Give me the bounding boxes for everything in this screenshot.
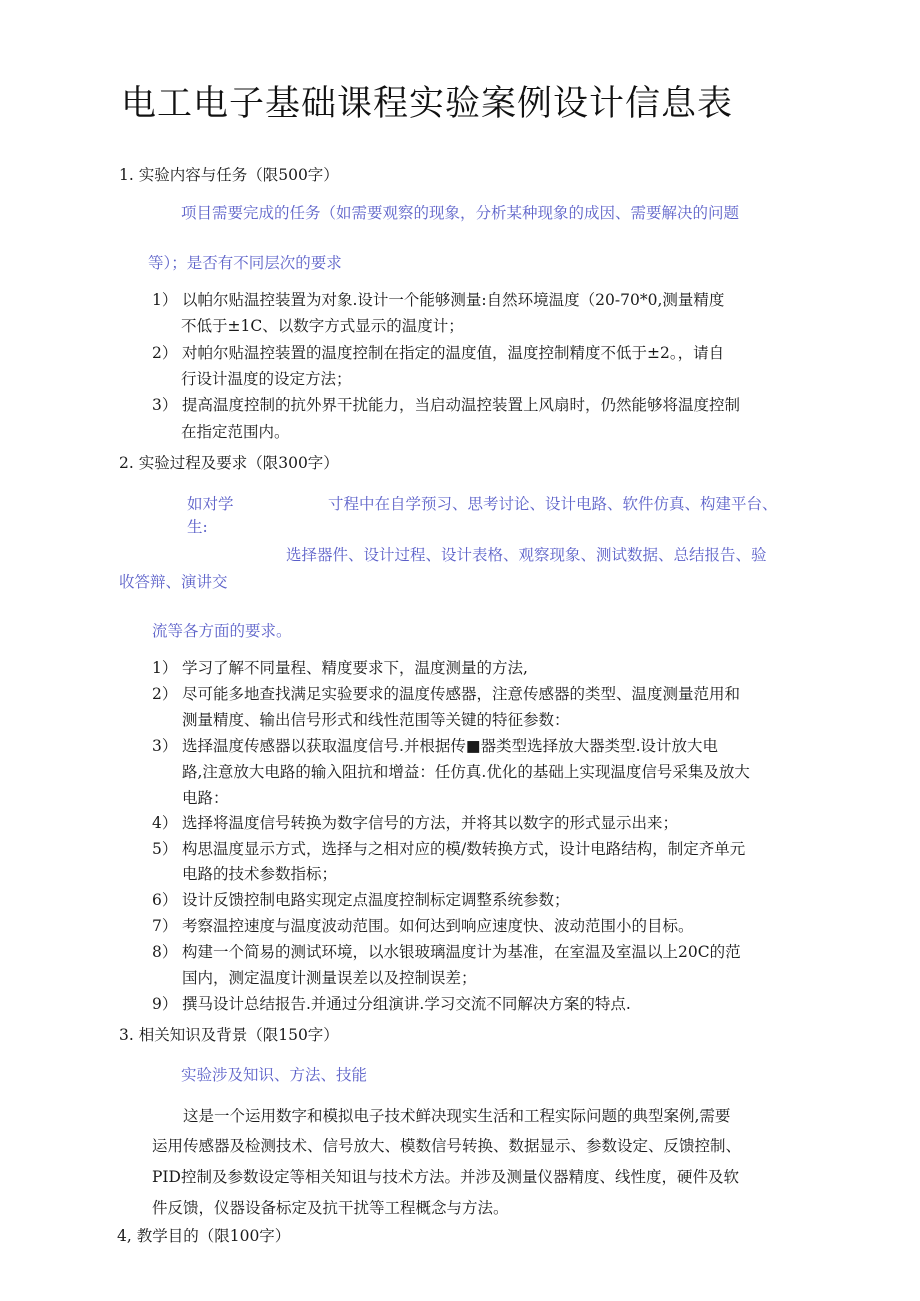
section3-para-line2: 运用传感器及检测技术、信号放大、模数信号转换、数据显示、参数设定、反馈控制、 (152, 1137, 742, 1155)
section2-hint-c: 选择器件、设计过程、设计表格、观察现象、测试数据、总结报告、验 (286, 546, 767, 564)
section2-item-8 (152, 940, 741, 962)
item-text: 构思温度显示方式，选择与之相对应的模/数转换方式，设计电路结构，制定齐单元 (182, 840, 746, 858)
item-number: 2） (152, 685, 178, 703)
section2-hint-b: 寸程中在自学预习、思考讨论、设计电路、软件仿真、构建平台、 (328, 495, 778, 513)
item-text: 选择将温度信号转换为数字信号的方法，并将其以数字的形式显示出来； (182, 814, 679, 832)
section4-heading: 4, 教学目的（限100字） (117, 1227, 291, 1245)
section2-hint-a2: 生: (187, 518, 208, 536)
section3-para-line1: 这是一个运用数字和模拟电子技术鲜决现实生活和工程实际问题的典型案例,需要 (183, 1107, 731, 1125)
section1-item-1 (152, 288, 724, 310)
item-text: 尽可能多地查找满足实验要求的温度传感器，注意传感器的类型、温度测量范用和 (182, 685, 741, 703)
item-text: 构建一个简易的测试环境，以水银玻璃温度计为基准，在室温及室温以上20C的范 (182, 943, 741, 961)
section2-item-3 (152, 734, 718, 756)
section2-item-3-cont2: 电路： (182, 789, 229, 807)
section2-item-5 (152, 837, 745, 859)
section3-hint: 实验涉及知识、方法、技能 (181, 1066, 368, 1084)
section2-item-2-cont: 测量精度、输出信号形式和线性范围等关键的特征参数： (182, 711, 570, 729)
section2-item-2 (152, 682, 740, 704)
item-number: 1） (152, 291, 178, 309)
section1-item-2-cont: 行设计温度的设定方法； (181, 370, 352, 388)
section2-heading: 2. 实验过程及要求（限300字） (119, 454, 339, 472)
page-title: 电工电子基础课程实验案例设计信息表 (121, 84, 734, 124)
section2-item-5-cont: 电路的技术参数指标； (182, 865, 338, 883)
item-number: 4） (152, 814, 178, 832)
section2-item-1 (152, 656, 528, 678)
section2-item-8-cont: 国内，测定温度计测量误差以及控制误差； (182, 969, 477, 987)
item-number: 5） (152, 840, 178, 858)
section2-item-7 (152, 914, 694, 936)
item-text: 提高温度控制的抗外界干扰能力，当启动温控装置上风扇时，仍然能够将温度控制 (182, 396, 741, 414)
section2-item-9 (152, 992, 631, 1014)
section1-item-1-cont: 不低于±1C、以数字方式显示的温度计； (181, 317, 464, 335)
section2-item-3-cont1: 路,注意放大电路的输入阻抗和增益：任仿真.优化的基础上实现温度信号采集及放大 (182, 763, 750, 781)
section1-hint-line1: 项目需要完成的任务（如需要观察的现象，分析某种现象的成因、需要解决的问题 (181, 204, 740, 222)
item-number: 8） (152, 943, 178, 961)
section1-heading: 1. 实验内容与任务（限500字） (119, 166, 339, 184)
item-text: 撰马设计总结报告.并通过分组演讲.学习交流不同解决方案的特点. (182, 995, 631, 1013)
section3-heading: 3. 相关知识及背景（限150字） (119, 1026, 339, 1044)
section2-item-4 (152, 811, 678, 833)
section1-item-3 (152, 393, 740, 415)
item-number: 1） (152, 659, 178, 677)
item-number: 3） (152, 737, 178, 755)
section1-hint-line2: 等）；是否有不同层次的要求 (148, 254, 342, 272)
item-number: 7） (152, 917, 178, 935)
item-text: 设计反馈控制电路实现定点温度控制标定调整系统参数； (182, 891, 570, 909)
item-text: 学习了解不同量程、精度要求下，温度测量的方法, (182, 659, 528, 677)
item-text: 考察温控速度与温度波动范围。如何达到响应速度快、波动范围小的目标。 (182, 917, 694, 935)
section2-item-6 (152, 888, 570, 910)
item-number: 2） (152, 344, 178, 362)
section3-para-line4: 件反馈，仪器设备标定及抗干扰等工程概念与方法。 (152, 1199, 509, 1217)
section1-item-2 (152, 341, 724, 363)
item-text: 选择温度传感器以获取温度信号.并根据传■器类型选择放大器类型.设计放大电 (182, 737, 719, 755)
item-number: 9） (152, 995, 178, 1013)
item-number: 3） (152, 396, 178, 414)
item-text: 对帕尔贴温控装置的温度控制在指定的温度值，温度控制精度不低于±2。，请自 (182, 344, 725, 362)
section2-hint-a1: 如对学 (187, 495, 234, 513)
section2-hint-e: 流等各方面的要求。 (152, 622, 292, 640)
section1-item-3-cont: 在指定范围内。 (181, 423, 290, 441)
item-number: 6） (152, 891, 178, 909)
section2-hint-d: 收答辩、演讲交 (119, 573, 228, 591)
section3-para-line3: PID控制及参数设定等相关知诅与技术方法。并涉及测量仪器精度、线性度，硬件及软 (152, 1168, 739, 1186)
item-text: 以帕尔贴温控装置为对象.设计一个能够测量:自然环境温度（20-70*0,测量精度 (182, 291, 725, 309)
